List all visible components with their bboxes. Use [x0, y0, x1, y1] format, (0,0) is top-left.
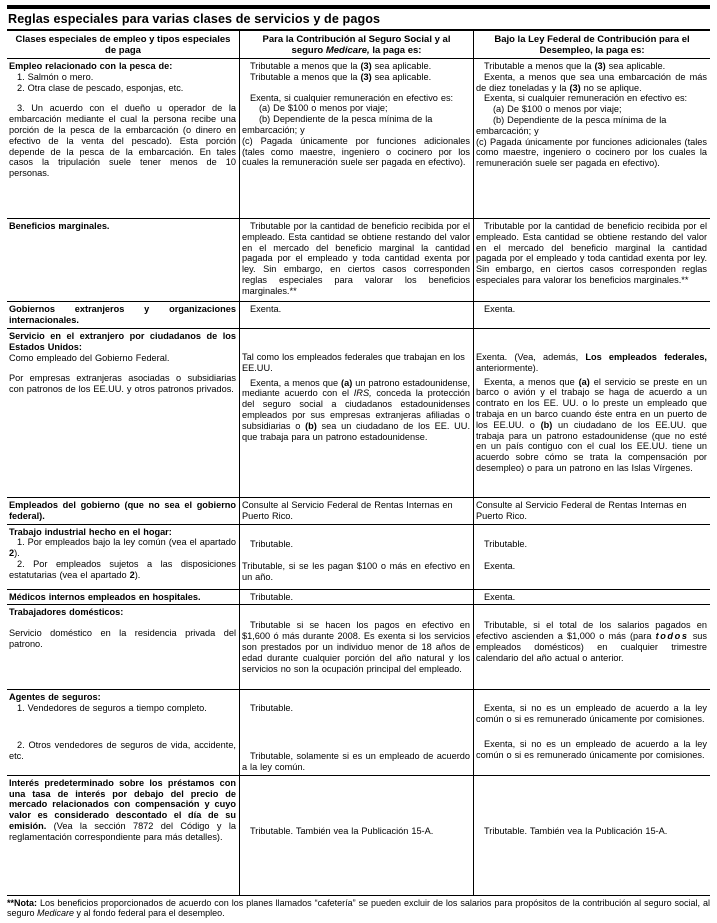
cell-paragraph: Exenta. (Vea, además, Los empleados federales, anteriormente).	[476, 352, 707, 373]
cell-paragraph: Agentes de seguros:	[9, 692, 101, 703]
table-cell	[240, 329, 474, 497]
cell-paragraph: Tributable a menos que la (3) sea aplicable.	[250, 71, 432, 82]
cell-paragraph: 1. Vendedores de seguros a tiempo completo.	[17, 703, 207, 714]
table-cell	[474, 605, 710, 689]
table-cell	[474, 525, 710, 589]
table-header-cell	[7, 31, 240, 58]
table-cell	[474, 590, 710, 605]
table-row	[7, 219, 710, 302]
cell-paragraph: Tal como los empleados federales que trabajan en los EE.UU.	[242, 352, 465, 373]
cell-paragraph: Empleados del gobierno (que no sea el gobierno federal).	[9, 500, 236, 521]
cell-paragraph: Beneficios marginales.	[9, 221, 110, 231]
table-row	[7, 690, 710, 775]
table-cell	[7, 605, 240, 689]
cell-paragraph: Tributable. También vea la Publicación 15-A.	[484, 825, 668, 836]
top-rule	[7, 5, 710, 9]
cell-paragraph: Tributable. También vea la Publicación 15-A.	[250, 825, 434, 836]
table-row	[7, 605, 710, 690]
cell-paragraph: Exenta, si cualquier remuneración en efectivo es:	[250, 92, 454, 103]
cell-paragraph: 2. Otros vendedores de seguros de vida, accidente, etc.	[9, 739, 236, 761]
table-cell	[7, 690, 240, 774]
cell-paragraph: Tributable.	[250, 703, 294, 714]
cell-paragraph: Médicos internos empleados en hospitales.	[9, 591, 201, 602]
special-rules-table	[7, 29, 710, 896]
cell-paragraph: 3. Un acuerdo con el dueño u operador de la embarcación mediante el cual la persona recibe una porción de la pesca de la embarcación (o dinero en efectivo de la venta del pescado). Esta porción depende de la pesca de la embarcación. En tales casos la tripulación suele tener menos de 10 personas.	[9, 103, 236, 179]
cell-paragraph: Consulte al Servicio Federal de Rentas Internas en Puerto Rico.	[476, 500, 687, 521]
table-cell	[474, 59, 710, 218]
table-cell	[240, 776, 474, 895]
table-cell	[7, 59, 240, 218]
header-label: Para la Contribución al Seguro Social y al seguro Medicare, la paga es:	[262, 34, 451, 56]
table-cell	[240, 690, 474, 774]
cell-paragraph: Trabajadores domésticos:	[9, 607, 124, 618]
table-row	[7, 498, 710, 525]
table-cell	[240, 590, 474, 605]
table-header-row	[7, 31, 710, 59]
table-cell	[240, 59, 474, 218]
cell-paragraph: Tributable.	[484, 538, 528, 549]
table-cell	[240, 605, 474, 689]
table-cell	[240, 302, 474, 328]
table-row	[7, 776, 710, 896]
cell-paragraph: Tributable si se hacen los pagos en efectivo en $1,600 ó más durante 2008. Es exenta si los servicios son prestados por un individuo menor de 18 años de edad durante cualquier porción del año natural y los servicios no son la ocupación principal del empleado.	[242, 620, 470, 674]
table-cell	[474, 776, 710, 895]
table-body	[7, 59, 710, 896]
cell-paragraph: Servicio en el extranjero por ciudadanos de los Estados Unidos:	[9, 331, 236, 352]
cell-paragraph: Tributable por la cantidad de beneficio recibida por el empleado. Esta cantidad se obtiene restando del valor en el mercado del beneficio marginal la cantidad pagada por el empleado y toda cantidad exenta por ley. Sin embargo, en ciertos casos corresponden reglas especiales para valorar los beneficios marginales.**	[242, 221, 470, 296]
table-row	[7, 302, 710, 329]
cell-paragraph: (a) De $100 o menos por viaje;	[493, 104, 622, 115]
table-cell	[240, 525, 474, 589]
table-cell	[7, 590, 240, 605]
table-title: Reglas especiales para varias clases de servicios y de pagos	[8, 12, 381, 26]
cell-paragraph: Tributable, solamente si es un empleado de acuerdo a la ley común.	[242, 751, 470, 772]
cell-paragraph: Exenta, si no es un empleado de acuerdo a la ley común o si es remunerado únicamente por comisiones.	[476, 703, 707, 725]
cell-paragraph: Tributable, si el total de los salarios pagados en efectivo ascienden a $1,000 o más (para todos sus empleados domésticos) en cualquier trimestre calendario del año actual o anterior.	[476, 620, 708, 663]
table-cell	[7, 525, 240, 589]
table-cell	[474, 329, 710, 497]
cell-paragraph: Exenta.	[484, 561, 516, 572]
cell-paragraph: Exenta, si no es un empleado de acuerdo a la ley común o si es remunerado únicamente por comisiones.	[476, 738, 707, 760]
table-row	[7, 590, 710, 606]
cell-paragraph: (b) Dependiente de la pesca mínima de la embarcación; y	[476, 114, 667, 136]
cell-paragraph: Trabajo industrial hecho en el hogar:	[9, 526, 172, 537]
table-header-cell	[240, 31, 474, 58]
cell-paragraph: Consulte al Servicio Federal de Rentas Internas en Puerto Rico.	[242, 500, 453, 521]
cell-paragraph: Tributable, si se les pagan $100 o más en efectivo en un año.	[242, 561, 470, 583]
cell-paragraph: Tributable.	[250, 591, 294, 602]
cell-paragraph: (b) Dependiente de la pesca mínima de la embarcación; y	[242, 114, 433, 135]
cell-paragraph: 1. Salmón o mero.	[17, 71, 94, 82]
cell-paragraph: Empleo relacionado con la pesca de:	[9, 61, 173, 71]
table-cell	[7, 776, 240, 895]
cell-paragraph: Tributable por la cantidad de beneficio recibida por el empleado. Esta cantidad se obtiene restando del valor en el mercado del beneficio marginal la cantidad pagada por el empleado y toda cantidad exenta por ley. Sin embargo, en ciertos casos corresponden reglas especiales para valorar los beneficios marginales.**	[476, 221, 707, 285]
cell-paragraph: Tributable a menos que la (3) sea aplicable.	[250, 61, 432, 71]
cell-paragraph: (a) De $100 o menos por viaje;	[259, 103, 388, 114]
cell-paragraph: Exenta.	[250, 304, 282, 314]
cell-paragraph: Exenta.	[484, 304, 516, 314]
table-cell	[474, 219, 710, 301]
table-cell	[474, 690, 710, 774]
cell-paragraph: Exenta, a menos que (a) el servicio se preste en un barco o avión y el trabajo se haga de acuerdo a un contrato en los EE. UU. o lo preste un empleado que trabaja en un barco cuando éste entra en un puerto de los EE.UU. o (b) un ciudadano de los EE.UU. que trabaja para un patrono estadounidense (que no esté en un país contiguo con el cual los EE.UU. tiene un acuerdo sobre cómo se trata la compensación por desempleo) o para un patrono en las Islas Vírgenes.	[476, 376, 708, 473]
table-row	[7, 525, 710, 590]
header-label: Clases especiales de empleo y tipos especiales de paga	[15, 34, 231, 56]
cell-paragraph: 1. Por empleados bajo la ley común (vea el apartado 2).	[9, 537, 236, 559]
table-cell	[7, 329, 240, 497]
header-label: Bajo la Ley Federal de Contribución para el Desempleo, la paga es:	[494, 34, 690, 56]
table-cell	[240, 498, 474, 524]
cell-paragraph: Exenta.	[484, 591, 516, 602]
cell-paragraph: Exenta, a menos que sea una embarcación de más de diez toneladas y la (3) no se aplique.	[476, 71, 707, 93]
table-cell	[7, 498, 240, 524]
footnote: **Nota: Los beneficios proporcionados de acuerdo con los planes llamados “cafetería” se pueden excluir de los salarios para propósitos de la contribución al seguro social, al seguro Medicare y al fondo federal para el desempleo.	[7, 897, 710, 919]
table-cell	[7, 302, 240, 328]
cell-paragraph: 2. Otra clase de pescado, esponjas, etc.	[17, 82, 184, 93]
table-row	[7, 329, 710, 498]
cell-paragraph: Como empleado del Gobierno Federal.	[9, 352, 170, 363]
cell-paragraph: Tributable a menos que la (3) sea aplicable.	[484, 61, 666, 71]
cell-paragraph: Exenta, si cualquier remuneración en efectivo es:	[484, 93, 688, 104]
cell-paragraph: 2. Por empleados sujetos a las disposiciones estatutarias (vea el apartado 2).	[9, 558, 236, 580]
table-cell	[474, 498, 710, 524]
cell-paragraph: Gobiernos extranjeros y organizaciones internacionales.	[9, 304, 236, 325]
cell-paragraph: (c) Pagada únicamente por funciones adicionales (tales como maestre, ingeniero o cocinero por los cuales la remuneración suele ser pagada en efectivo).	[242, 135, 470, 168]
cell-paragraph: Por empresas extranjeras asociadas o subsidiarias con patronos de los EE.UU. y otros patronos privados.	[9, 373, 236, 395]
table-row	[7, 59, 710, 219]
cell-paragraph: (c) Pagada únicamente por funciones adicionales (tales como maestre, ingeniero o cocinero por los cuales la remuneración suele ser pagada en efectivo).	[476, 136, 707, 169]
cell-paragraph: Exenta, a menos que (a) un patrono estadounidense, mediante acuerdo con el IRS, conceda la protección del seguro social a ciudadanos estadounidenses empleados por sus empresas extranjeras afiliadas o subsidiarias o (b) sea un ciudadano de los EE. UU. que trabaja para un patrono estadounidense.	[242, 377, 470, 442]
table-header-cell	[474, 31, 710, 58]
cell-paragraph: Tributable.	[250, 538, 294, 549]
cell-paragraph: Servicio doméstico en la residencia privada del patrono.	[9, 628, 236, 649]
table-cell	[7, 219, 240, 301]
table-cell	[240, 219, 474, 301]
cell-paragraph: Interés predeterminado sobre los préstamos con una tasa de interés por debajo del precio de mercado relacionados con compensación y cuyo valor es considerado descontado el día de su emisión. (Vea la sección 7872 del Código y la reglamentación correspondiente para más detalles).	[9, 777, 236, 842]
table-cell	[474, 302, 710, 328]
